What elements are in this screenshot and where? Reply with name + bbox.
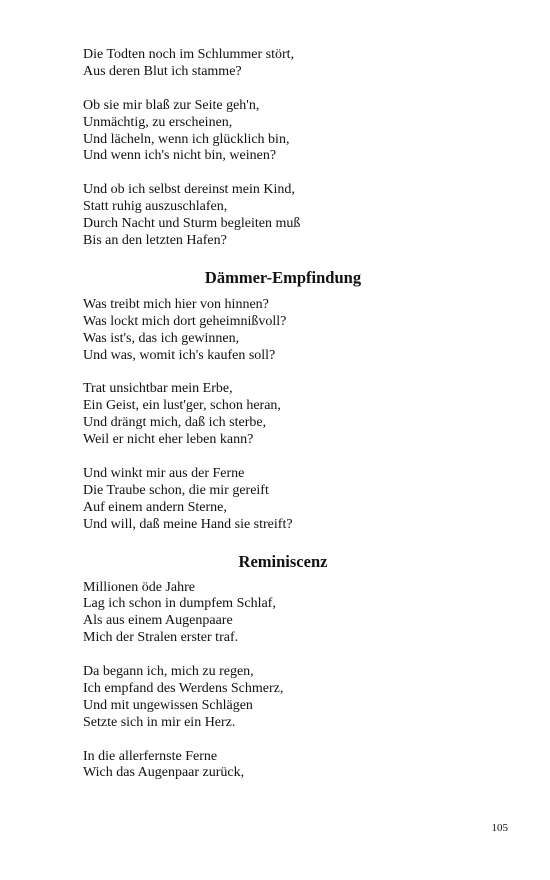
stanza [83,381,483,449]
verse-line: Und ob ich selbst dereinst mein Kind, [83,182,295,198]
stanza [83,47,483,81]
verse-line: Durch Nacht und Sturm begleiten muß [83,216,301,232]
verse-line: In die allerfernste Ferne [83,748,218,764]
verse-line: Statt ruhig auszuschlafen, [83,199,228,215]
verse-line: Und lächeln, wenn ich glücklich bin, [83,131,290,147]
verse-line: Millionen öde Jahre [83,579,195,595]
stanza [83,98,483,166]
verse-line: Auf einem andern Sterne, [83,499,227,515]
poem-title: Reminiscenz [238,551,328,571]
verse-line: Mich der Stralen erster traf. [83,630,239,646]
poem-title: Dämmer-Empfindung [204,267,362,287]
verse-line: Ob sie mir blaß zur Seite geh'n, [83,97,260,113]
verse-line: Und drängt mich, daß ich sterbe, [83,415,267,431]
verse-line: Die Todten noch im Schlummer stört, [83,47,295,62]
verse-line: Was ist's, das ich gewinnen, [83,330,240,346]
verse-line: Und wenn ich's nicht bin, weinen? [83,148,277,164]
poem-continuation [83,47,483,250]
verse-line: Was treibt mich hier von hinnen? [83,296,269,312]
verse-line: Lag ich schon in dumpfem Schlaf, [83,596,276,612]
verse-line: Und winkt mir aus der Ferne [83,465,245,481]
page-number: 105 [491,822,508,834]
verse-line: Und will, daß meine Hand sie streift? [83,516,293,532]
stanza [83,664,483,732]
verse-line: Bis an den letzten Hafen? [83,232,227,248]
verse-line: Was lockt mich dort geheimnißvoll? [83,313,287,329]
stanza [83,466,483,534]
verse-line: Da begann ich, mich zu regen, [83,664,254,680]
verse-line: Und mit ungewissen Schlägen [83,697,253,713]
verse-line: Setzte sich in mir ein Herz. [83,714,236,730]
stanza [83,297,483,365]
page-text-block [83,47,483,782]
verse-line: Ein Geist, ein lust'ger, schon heran, [83,398,281,414]
stanza [83,580,483,648]
verse-line: Ich empfand des Werdens Schmerz, [83,680,284,696]
verse-line: Als aus einem Augenpaare [83,613,233,629]
verse-line: Aus deren Blut ich stamme? [83,63,242,79]
verse-line: Weil er nicht eher leben kann? [83,432,254,448]
stanza [83,749,483,783]
verse-line: Unmächtig, zu erscheinen, [83,114,233,130]
stanza [83,182,483,250]
poem-daemmer-empfindung [83,268,483,534]
verse-line: Trat unsichtbar mein Erbe, [83,381,233,397]
verse-line: Wich das Augenpaar zurück, [83,765,245,781]
verse-line: Und was, womit ich's kaufen soll? [83,347,276,363]
poem-reminiscenz [83,552,483,783]
verse-line: Die Traube schon, die mir gereift [83,482,269,498]
